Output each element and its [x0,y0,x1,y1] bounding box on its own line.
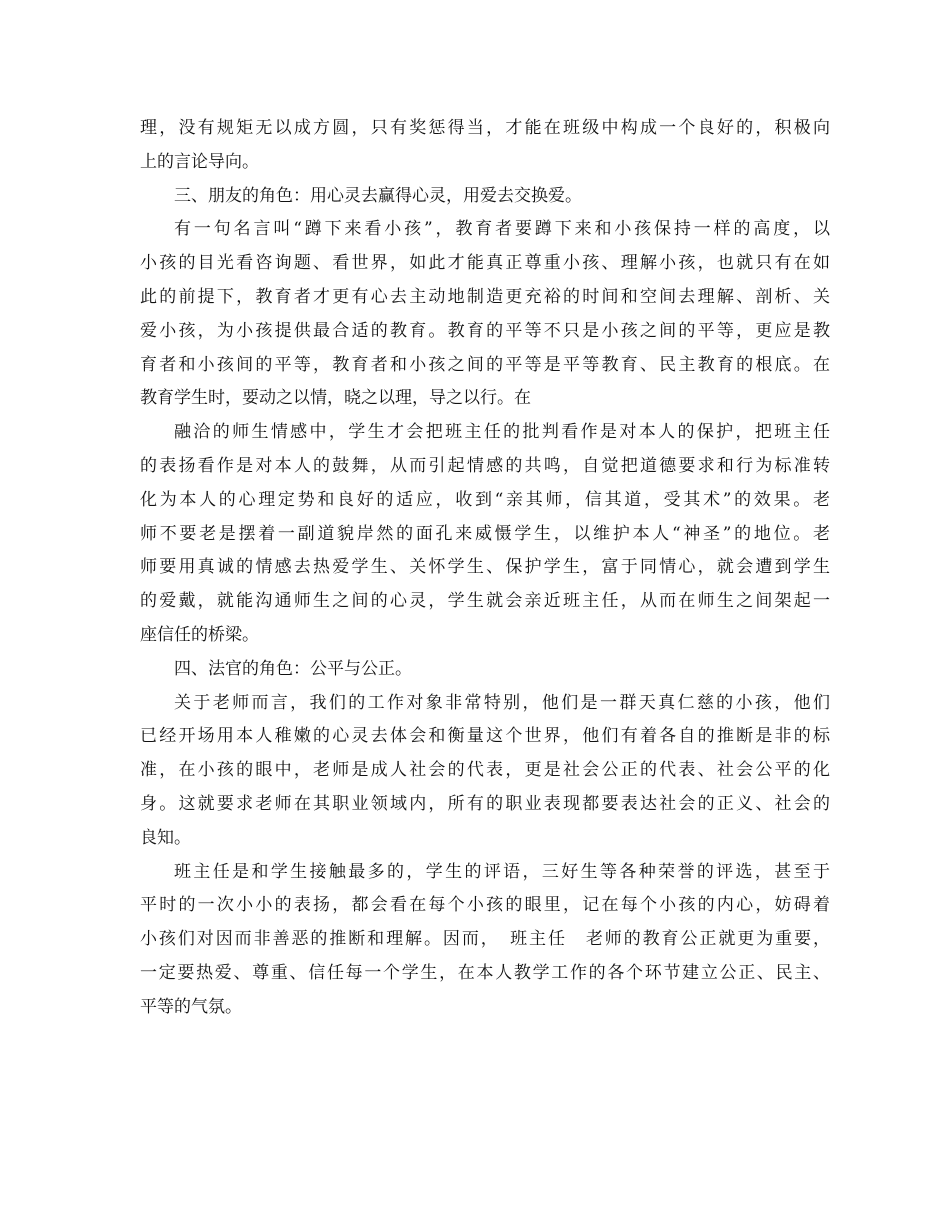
text-line: 小孩的目光看咨询题、看世界，如此才能真正尊重小孩、理解小孩，也就只有在如 [140,253,830,274]
text-line: 此的前提下，教育者才更有心去主动地制造更充裕的时间和空间去理解、剖析、关 [140,286,830,307]
text-line: 融洽的师生情感中，学生才会把班主任的批判看作是对本人的保护，把班主任 [174,422,830,443]
text-line: 师不要老是摆着一副道貌岸然的面孔来威慑学生，以维护本人“神圣”的地位。老 [140,523,830,544]
text-line: 理，没有规矩无以成方圆，只有奖惩得当，才能在班级中构成一个良好的，积极向 [140,118,830,138]
text-line: 准，在小孩的眼中，老师是成人社会的代表，更是社会公正的代表、社会公平的化 [140,760,830,781]
text-line: 的表扬看作是对本人的鼓舞，从而引起情感的共鸣，自觉把道德要求和行为标准转 [140,455,830,476]
text-line: 四、法官的角色：公平与公正。 [174,658,412,679]
text-line: 爱小孩，为小孩提供最合适的教育。教育的平等不只是小孩之间的平等，更应是教 [140,320,830,341]
text-line: 座信任的桥梁。 [140,624,259,645]
text-line: 良知。 [140,827,191,848]
text-line: 教育学生时，要动之以情，晓之以理，导之以行。在 [140,388,531,409]
text-line: 已经开场用本人稚嫩的心灵去体会和衡量这个世界，他们有着各自的推断是非的标 [140,726,830,747]
text-line: 小孩们对因而非善恶的推断和理解。因而， 班主任 老师的教育公正就更为重要， [140,929,830,950]
text-line: 上的言论导向。 [140,151,259,172]
text-line: 育者和小孩间的平等，教育者和小孩之间的平等是平等教育、民主教育的根底。在 [140,354,830,375]
text-line: 化为本人的心理定势和良好的适应，收到“亲其师，信其道，受其术”的效果。老 [140,489,830,510]
text-line: 一定要热爱、尊重、信任每一个学生，在本人教学工作的各个环节建立公正、民主、 [140,962,830,983]
document-body [140,112,830,1025]
text-line: 的爱戴，就能沟通师生之间的心灵，学生就会亲近班主任，从而在师生之间架起一 [140,591,830,612]
text-line: 三、朋友的角色：用心灵去赢得心灵，用爱去交换爱。 [174,185,582,206]
text-line: 平时的一次小小的表扬，都会看在每个小孩的眼里，记在每个小孩的内心，妨碍着 [140,895,830,916]
text-line: 有一句名言叫“蹲下来看小孩”，教育者要蹲下来和小孩保持一样的高度，以 [174,219,830,240]
text-line: 关于老师而言，我们的工作对象非常特别，他们是一群天真仁慈的小孩，他们 [174,692,830,713]
text-line: 身。这就要求老师在其职业领域内，所有的职业表现都要表达社会的正义、社会的 [140,793,830,814]
text-line: 平等的气氛。 [140,996,242,1017]
text-line: 师要用真诚的情感去热爱学生、关怀学生、保护学生，富于同情心，就会遭到学生 [140,557,830,578]
text-line: 班主任是和学生接触最多的，学生的评语，三好生等各种荣誉的评选，甚至于 [174,861,830,882]
